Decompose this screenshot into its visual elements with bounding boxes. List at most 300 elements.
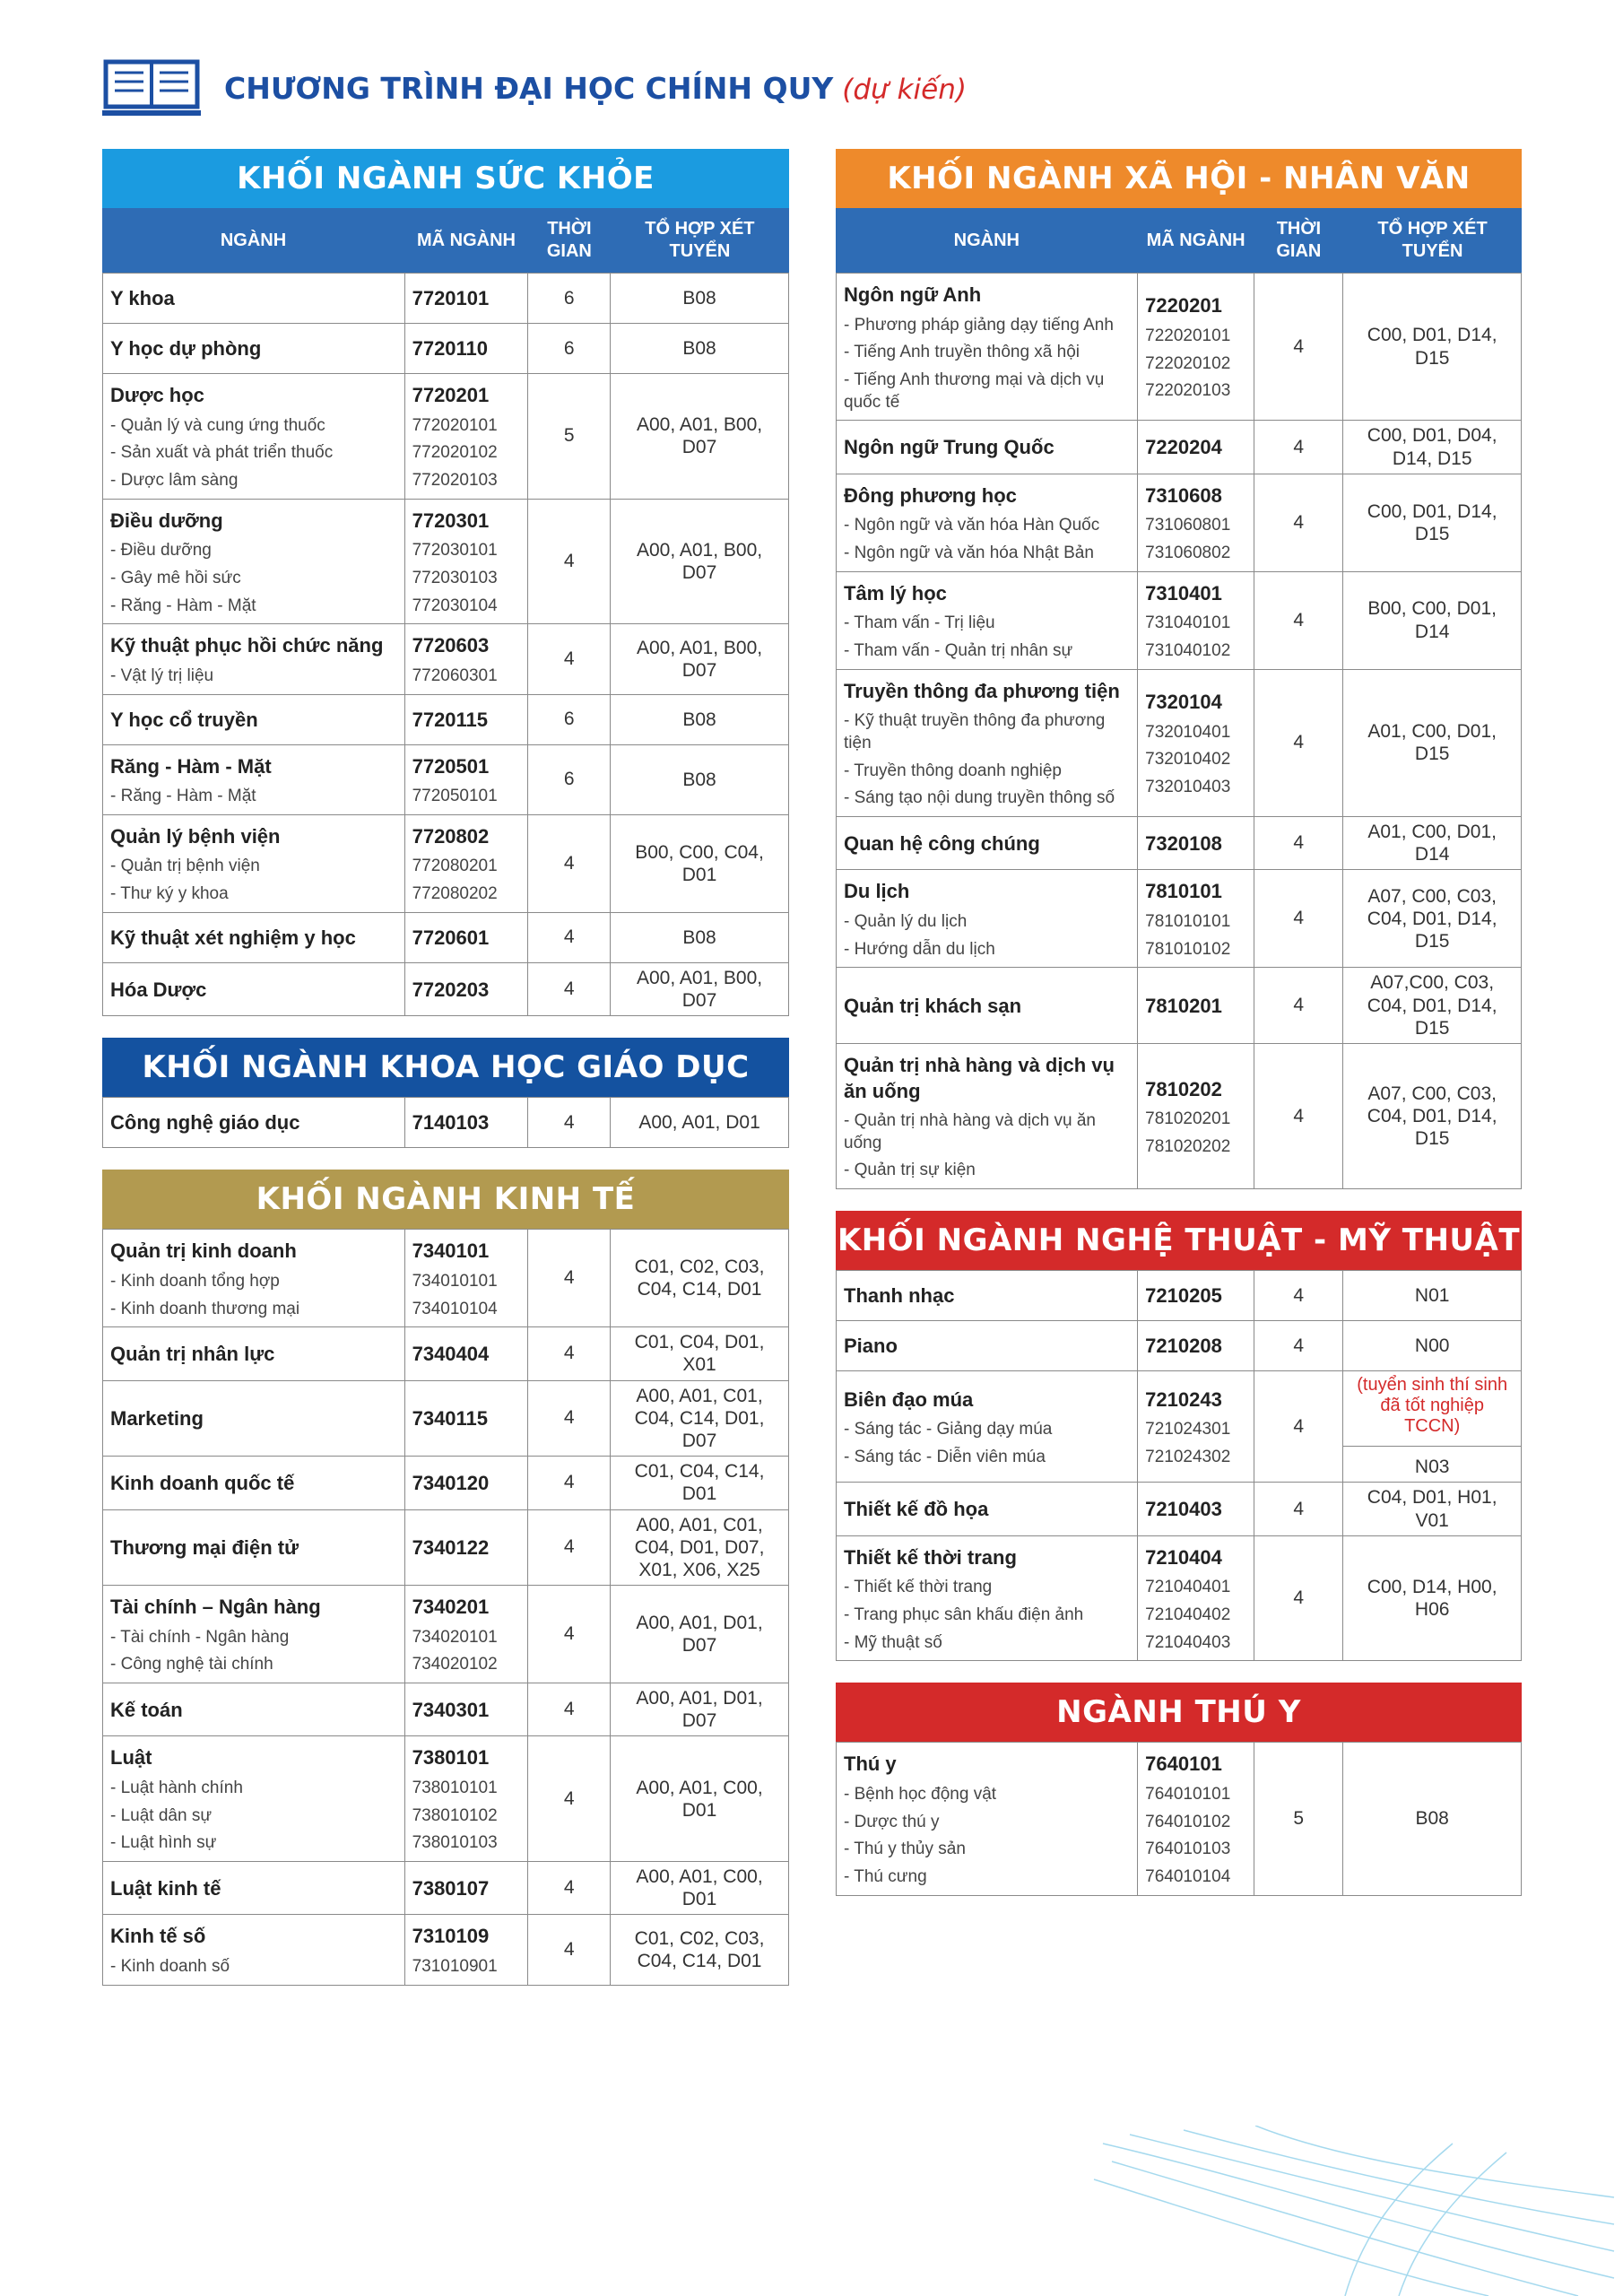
combo-cell [1343,1371,1522,1483]
combo-cell: N00 [1343,1321,1522,1371]
program-code-cell [404,499,528,624]
program-code-cell [1138,274,1254,421]
duration-cell: 4 [528,814,611,912]
block-title: KHỐI NGÀNH KHOA HỌC GIÁO DỤC [102,1038,789,1097]
header-code: MÃ NGÀNH [416,230,516,250]
major-name: Y học cổ truyền [110,708,258,731]
program-block [836,1683,1522,1895]
header-combo: TỔ HỢP XÉT TUYỂN [645,219,755,261]
specialization-name: - Tài chính - Ngân hàng [110,1627,290,1647]
duration-cell: 4 [528,912,611,962]
program-code-cell [404,1380,528,1457]
program-name-cell [837,474,1138,571]
duration-cell: 4 [528,1230,611,1327]
program-row [103,374,789,500]
program-row [103,1327,789,1380]
header-combo: TỔ HỢP XÉT TUYỂN [1377,219,1488,261]
duration-cell: 4 [528,1098,611,1148]
combo-cell: C00, D01, D04, D14, D15 [1343,421,1522,474]
specialization-name: - Phương pháp giảng dạy tiếng Anh [844,315,1114,335]
duration-cell: 4 [528,624,611,694]
major-code: 7340404 [412,1343,490,1366]
block-title: KHỐI NGÀNH SỨC KHỎE [102,149,789,208]
specialization-code: 721024302 [1145,1448,1231,1467]
specialization-code: 764010103 [1145,1839,1231,1859]
major-code: 7720601 [412,926,490,950]
combo-cell: A01, C00, D01, D14 [1343,817,1522,870]
combo-cell: N01 [1343,1271,1522,1321]
specialization-name: - Sáng tạo nội dung truyền thông số [844,788,1115,808]
decorative-leaf-icon [1076,2126,1623,2296]
combo-cell: A00, A01, B00, D07 [611,374,789,500]
program-code-cell [404,694,528,744]
major-code: 7220201 [1145,294,1222,317]
header-name: NGÀNH [220,230,287,250]
program-row [837,1483,1522,1535]
header-name: NGÀNH [953,230,1020,250]
major-name: Ngôn ngữ Anh [844,283,982,306]
program-name-cell [837,1043,1138,1188]
specialization-name: - Tiếng Anh thương mại và dịch vụ quốc tế [844,370,1105,412]
program-name-cell [837,1535,1138,1661]
specialization-code: 731010901 [412,1957,498,1977]
program-code-cell [1138,421,1254,474]
duration-cell: 4 [1254,870,1343,968]
duration-cell: 4 [1254,1483,1343,1535]
program-name-cell [103,744,405,814]
major-name: Răng - Hàm - Mặt [110,754,272,778]
major-code: 7310109 [412,1925,490,1948]
program-code-cell [1138,817,1254,870]
major-code: 7140103 [412,1111,490,1135]
major-name: Thú y [844,1752,897,1776]
duration-cell: 4 [528,1736,611,1862]
combo-cell: A07, C00, C03, C04, D01, D14, D15 [1343,870,1522,968]
major-name: Kế toán [110,1698,183,1721]
specialization-code: 764010102 [1145,1812,1231,1831]
block-title: KHỐI NGÀNH NGHỆ THUẬT - MỸ THUẬT [836,1211,1522,1270]
program-row [103,1683,789,1736]
specialization-name: - Bệnh học động vật [844,1784,997,1804]
program-name-cell [103,1586,405,1683]
major-code: 7210403 [1145,1498,1222,1521]
programs-table [836,1270,1522,1661]
specialization-name: - Ngôn ngữ và văn hóa Hàn Quốc [844,516,1100,535]
specialization-name: - Quản trị sự kiện [844,1161,976,1180]
table-header [836,208,1522,273]
programs-table [102,1097,789,1148]
major-code: 7720603 [412,634,490,657]
duration-cell: 5 [528,374,611,500]
specialization-code: 732010401 [1145,722,1231,742]
program-row [837,1535,1522,1661]
program-row [837,968,1522,1044]
program-code-cell [404,624,528,694]
specialization-name: - Vật lý trị liệu [110,665,214,685]
combo-separator [1343,1446,1521,1447]
duration-cell: 4 [528,1380,611,1457]
specialization-name: - Sáng tác - Diễn viên múa [844,1448,1046,1467]
program-code-cell [404,1509,528,1586]
duration-cell: 4 [528,499,611,624]
program-row [837,1043,1522,1188]
block-title: KHỐI NGÀNH KINH TẾ [102,1170,789,1229]
combo-cell: C00, D01, D14, D15 [1343,274,1522,421]
combo-cell: A00, A01, D01 [611,1098,789,1148]
specialization-code: 772080202 [412,884,498,904]
duration-cell: 4 [1254,571,1343,669]
header-duration: THỜI GIAN [1276,219,1322,261]
combo-cell: A00, A01, B00, D07 [611,962,789,1015]
specialization-code: 721040402 [1145,1605,1231,1624]
specialization-name: - Tham vấn - Quản trị nhân sự [844,640,1073,660]
specialization-name: - Quản lý du lịch [844,911,968,931]
specialization-code: 772060301 [412,665,498,685]
combo-cell: A07,C00, C03, C04, D01, D14, D15 [1343,968,1522,1044]
program-row [103,814,789,912]
major-name: Luật kinh tế [110,1876,221,1900]
specialization-code: 772030101 [412,541,498,561]
major-code: 7720201 [412,384,490,406]
combo-cell: A07, C00, C03, C04, D01, D14, D15 [1343,1043,1522,1188]
specialization-name: - Luật hình sự [110,1833,217,1853]
program-name-cell [103,962,405,1015]
program-row [837,1371,1522,1483]
right-column [836,149,1522,1896]
program-name-cell [103,1509,405,1586]
program-code-cell [1138,1483,1254,1535]
program-row [837,474,1522,571]
program-name-cell [837,1743,1138,1895]
specialization-name: - Luật dân sự [110,1805,213,1825]
duration-cell: 4 [1254,421,1343,474]
program-name-cell [837,571,1138,669]
specialization-name: - Sáng tác - Giảng dạy múa [844,1420,1053,1439]
combo-cell: B08 [611,694,789,744]
specialization-name: - Truyền thông doanh nghiệp [844,761,1062,780]
page-title: CHƯƠNG TRÌNH ĐẠI HỌC CHÍNH QUY (dự kiến) [224,70,967,106]
duration-cell: 4 [528,1862,611,1915]
major-name: Công nghệ giáo dục [110,1111,300,1135]
specialization-name: - Trang phục sân khấu điện ảnh [844,1605,1084,1624]
program-code-cell [1138,669,1254,816]
major-name: Thiết kế đồ họa [844,1498,989,1521]
specialization-name: - Ngôn ngữ và văn hóa Nhật Bản [844,544,1094,562]
program-row [103,1915,789,1985]
major-name: Luật [110,1746,152,1770]
combo-cell: C00, D01, D14, D15 [1343,474,1522,571]
specialization-code: 734020101 [412,1627,498,1647]
program-row [103,1586,789,1683]
program-code-cell [404,324,528,374]
duration-cell: 4 [1254,1043,1343,1188]
major-name: Quản trị nhà hàng và dịch vụ ăn uống [844,1053,1115,1102]
program-code-cell [404,1586,528,1683]
duration-cell: 4 [528,1683,611,1736]
duration-cell: 6 [528,324,611,374]
specialization-code: 731060801 [1145,516,1231,535]
combo-cell: A00, A01, C01, C04, D01, D07, X01, X06, X25 [611,1509,789,1586]
major-code: 7340115 [412,1407,489,1431]
duration-cell: 6 [528,694,611,744]
specialization-name: - Quản lý và cung ứng thuốc [110,415,325,435]
combo-cell: A01, C00, D01, D15 [1343,669,1522,816]
combo-cell: A00, A01, C01, C04, C14, D01, D07 [611,1380,789,1457]
program-name-cell [837,968,1138,1044]
program-block [836,1211,1522,1661]
major-name: Kỹ thuật phục hồi chức năng [110,634,384,657]
header-code: MÃ NGÀNH [1146,230,1245,250]
major-code: 7340301 [412,1698,490,1721]
program-code-cell [404,744,528,814]
specialization-code: 738010103 [412,1833,498,1853]
page-title-note: (dự kiến) [842,73,967,106]
specialization-code: 722020103 [1145,381,1231,401]
duration-cell: 4 [1254,669,1343,816]
major-name: Quản trị kinh doanh [110,1239,297,1263]
combo-cell: A00, A01, D01, D07 [611,1586,789,1683]
specialization-name: - Luật hành chính [110,1779,243,1797]
program-code-cell [1138,1743,1254,1895]
major-code: 7320104 [1145,691,1222,713]
program-code-cell [1138,1321,1254,1371]
program-row [103,1509,789,1586]
duration-cell: 4 [528,962,611,1015]
program-name-cell [103,814,405,912]
major-code: 7340101 [412,1239,490,1263]
program-code-cell [404,1327,528,1380]
major-name: Tài chính – Ngân hàng [110,1596,321,1619]
program-code-cell [404,1683,528,1736]
specialization-name: - Điều dưỡng [110,541,212,561]
program-code-cell [404,1736,528,1862]
specialization-name: - Kinh doanh thương mại [110,1299,300,1318]
program-code-cell [404,374,528,500]
specialization-code: 732010402 [1145,750,1231,770]
specialization-code: 772020101 [412,415,498,435]
combo-cell: A00, A01, C00, D01 [611,1736,789,1862]
program-row [103,324,789,374]
program-code-cell [1138,1371,1254,1483]
specialization-name: - Công nghệ tài chính [110,1655,273,1674]
program-row [103,962,789,1015]
program-name-cell [837,1271,1138,1321]
specialization-code: 781020201 [1145,1109,1231,1129]
program-name-cell [103,1862,405,1915]
program-code-cell [1138,968,1254,1044]
program-block [102,149,789,1016]
program-row [103,274,789,324]
major-code: 7380101 [412,1746,490,1770]
specialization-name: - Dược lâm sàng [110,470,239,490]
specialization-name: - Thú y thủy sản [844,1839,966,1859]
page-header [102,52,967,124]
major-code: 7320108 [1145,831,1222,855]
program-name-cell [103,694,405,744]
combo-cell: C00, D14, H00, H06 [1343,1535,1522,1661]
program-code-cell [1138,1271,1254,1321]
duration-cell: 4 [1254,817,1343,870]
specialization-code: 721024301 [1145,1420,1231,1439]
combo-cell: B08 [611,912,789,962]
major-code: 7720101 [412,287,490,310]
program-code-cell [404,912,528,962]
duration-cell: 4 [528,1509,611,1586]
program-name-cell [103,1736,405,1862]
program-code-cell [1138,1043,1254,1188]
program-row [837,817,1522,870]
major-name: Thiết kế thời trang [844,1545,1017,1569]
program-block [102,1038,789,1148]
duration-cell: 4 [528,1915,611,1985]
specialization-code: 772020103 [412,470,498,490]
major-code: 7720301 [412,509,490,532]
combo-cell: C01, C04, C14, D01 [611,1457,789,1509]
specialization-code: 772020102 [412,443,498,463]
table-header [102,208,789,273]
program-name-cell [103,1380,405,1457]
specialization-name: - Gây mê hồi sức [110,568,241,587]
major-code: 7340122 [412,1535,490,1559]
combo-cell: A00, A01, B00, D07 [611,624,789,694]
specialization-code: 781010101 [1145,911,1231,931]
duration-cell: 4 [1254,1371,1343,1483]
program-name-cell [103,324,405,374]
specialization-code: 721040403 [1145,1632,1231,1652]
duration-cell: 4 [528,1457,611,1509]
specialization-name: - Hướng dẫn du lịch [844,939,995,959]
specialization-name: - Thú cưng [844,1867,927,1887]
program-code-cell [1138,474,1254,571]
specialization-name: - Tiếng Anh truyền thông xã hội [844,343,1081,362]
major-code: 7810202 [1145,1077,1222,1100]
program-name-cell [103,1683,405,1736]
left-column [102,149,789,1986]
program-code-cell [404,1230,528,1327]
specialization-code: 772030104 [412,596,498,615]
specialization-code: 731040101 [1145,613,1231,633]
programs-table [102,273,789,1016]
program-row [103,1457,789,1509]
program-code-cell [404,814,528,912]
duration-cell: 4 [1254,1321,1343,1371]
specialization-code: 732010403 [1145,777,1231,796]
specialization-name: - Sản xuất và phát triển thuốc [110,443,334,463]
major-name: Quan hệ công chúng [844,831,1040,855]
major-name: Điều dưỡng [110,509,223,532]
program-row [103,1862,789,1915]
specialization-code: 722020101 [1145,326,1231,345]
programs-table [102,1229,789,1986]
major-code: 7310608 [1145,483,1222,507]
specialization-code: 738010101 [412,1779,498,1797]
program-name-cell [837,1483,1138,1535]
combo-cell: A00, A01, D01, D07 [611,1683,789,1736]
major-name: Marketing [110,1407,204,1431]
specialization-code: 734010101 [412,1271,498,1291]
program-name-cell [103,1915,405,1985]
header-duration: THỜI GIAN [546,219,592,261]
combo-cell: C01, C04, D01, X01 [611,1327,789,1380]
program-name-cell [837,1321,1138,1371]
combo-cell: C01, C02, C03, C04, C14, D01 [611,1915,789,1985]
program-name-cell [837,421,1138,474]
program-name-cell [837,817,1138,870]
major-name: Kinh doanh quốc tế [110,1472,295,1495]
duration-cell: 6 [528,274,611,324]
specialization-code: 772080201 [412,857,498,876]
program-code-cell [404,1862,528,1915]
program-row [103,499,789,624]
program-code-cell [404,1098,528,1148]
program-code-cell [404,1457,528,1509]
combo-cell: A00, A01, C00, D01 [611,1862,789,1915]
duration-cell: 4 [528,1586,611,1683]
specialization-code: 764010104 [1145,1867,1231,1887]
specialization-name: - Dược thú y [844,1812,940,1831]
program-code-cell [404,274,528,324]
combo-cell: B00, C00, D01, D14 [1343,571,1522,669]
major-code: 7720203 [412,978,490,1001]
specialization-name: - Kinh doanh số [110,1957,230,1977]
specialization-name: - Răng - Hàm - Mặt [110,787,256,806]
major-name: Ngôn ngữ Trung Quốc [844,436,1055,459]
specialization-name: - Kỹ thuật truyền thông đa phương tiện [844,711,1106,752]
duration-cell: 4 [1254,474,1343,571]
program-row [837,669,1522,816]
major-name: Biên đạo múa [844,1387,974,1411]
specialization-code: 781020202 [1145,1136,1231,1156]
major-code: 7380107 [412,1876,490,1900]
specialization-name: - Kinh doanh tổng hợp [110,1271,280,1291]
major-name: Quản trị nhân lực [110,1343,275,1366]
duration-cell: 6 [528,744,611,814]
program-name-cell [103,624,405,694]
major-code: 7720501 [412,754,490,778]
program-name-cell [103,912,405,962]
program-row [103,1380,789,1457]
programs-table [836,273,1522,1189]
combo-cell: B08 [611,744,789,814]
program-name-cell [837,669,1138,816]
specialization-code: 722020102 [1145,353,1231,373]
program-row [837,571,1522,669]
program-row [103,744,789,814]
specialization-name: - Mỹ thuật số [844,1632,942,1652]
specialization-name: - Tham vấn - Trị liệu [844,613,995,633]
major-code: 7340201 [412,1596,490,1619]
major-name: Kinh tế số [110,1925,206,1948]
program-code-cell [404,1915,528,1985]
duration-cell: 4 [528,1327,611,1380]
major-name: Đông phương học [844,483,1017,507]
combo-cell: B08 [611,274,789,324]
program-row [103,1230,789,1327]
major-name: Piano [844,1335,898,1358]
program-code-cell [1138,1535,1254,1661]
program-row [837,421,1522,474]
specialization-code: 772050101 [412,787,498,806]
specialization-code: 781010102 [1145,939,1231,959]
open-book-icon [102,57,201,119]
program-code-cell [404,962,528,1015]
program-block [836,149,1522,1189]
major-code: 7210243 [1145,1387,1222,1411]
major-code: 7810201 [1145,994,1222,1017]
program-row [103,1098,789,1148]
combo-cell: C04, D01, H01, V01 [1343,1483,1522,1535]
duration-cell: 4 [1254,1271,1343,1321]
